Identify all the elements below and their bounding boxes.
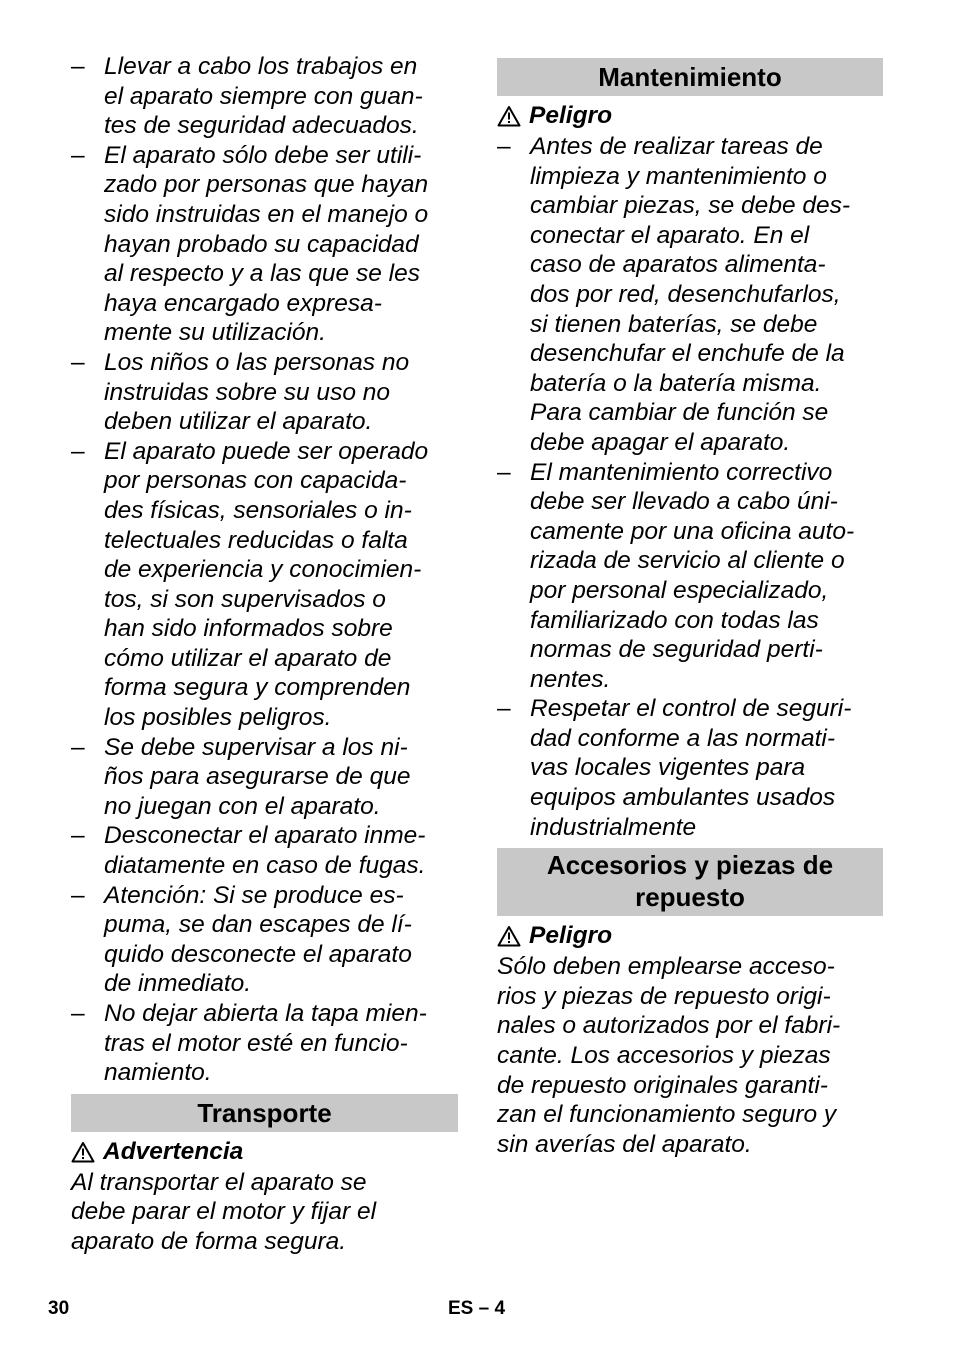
warning-triangle-icon [497, 105, 521, 127]
right-column [497, 53, 883, 1159]
warning-triangle-icon [71, 1141, 95, 1163]
list-item: – Respetar el control de seguri- dad conforme a las normati- vas locales vigentes para equipos ambulantes usados industrialmente [497, 695, 852, 841]
list-item-text: Respetar el control de seguri- dad conforme a las normati- vas locales vigentes para equipos ambulantes usados industrialmente [530, 695, 852, 841]
warning-label [497, 920, 883, 952]
list-item-text: Se debe supervisar a los ni- ños para asegurarse de que no juegan con el aparato. [104, 733, 411, 820]
list-item: – No dejar abierta la tapa mien- tras el motor esté en funcio- namiento. [71, 1000, 427, 1087]
left-column [71, 52, 458, 1257]
warning-text: Advertencia [103, 1137, 244, 1165]
accessories-paragraph: Sólo deben emplearse acceso- rios y piezas de repuesto origi- nales o autorizados por el fabri- cante. Los accesorios y piezas de repuesto originales garanti- zan el funcionamiento seguro y sin averías del aparato. [497, 953, 841, 1158]
list-item: – Llevar a cabo los trabajos en el aparato siempre con guan- tes de seguridad adecuados. [71, 53, 423, 140]
list-item-text: Desconectar el aparato inme- diatamente en caso de fugas. [104, 822, 426, 880]
list-item: – El mantenimiento correctivo debe ser llevado a cabo úni- camente por una oficina auto- rizada de servicio al cliente o por personal especializado, familiarizado con todas las normas de seguridad perti- nentes. [497, 458, 855, 693]
list-item-text: Antes de realizar tareas de limpieza y mantenimiento o cambiar piezas, se debe des- conectar el aparato. En el caso de aparatos alimenta- dos por red, desenchufarlos, si tienen baterías, se debe desenchufar el enchufe de la batería o la batería misma. Para cambiar de función se debe apagar el aparato. [530, 133, 851, 456]
list-item-text: Los niños o las personas no instruidas sobre su uso no deben utilizar el aparato. [104, 348, 410, 436]
list-item: – El aparato puede ser operado por personas con capacida- des físicas, sensoriales o in- telectuales reducidas o falta de experiencia y conocimien- tos, si son supervisados o han sido informados sobre cómo utilizar el aparato de forma segura y comprenden los posibles peligros. [71, 437, 429, 732]
warning-text: Peligro [529, 102, 613, 129]
list-item-text: El aparato puede ser operado por personas con capacida- des físicas, sensoriales o in- telectuales reducidas o falta de experiencia y conocimien- tos, si son supervisados o han sido informados sobre cómo utilizar el aparato de forma segura y comprenden los posibles peligros. [104, 437, 429, 732]
section-heading-transport: Transporte [71, 1094, 458, 1132]
section-heading-maintenance: Mantenimiento [497, 58, 883, 96]
list-item-text: Llevar a cabo los trabajos en el aparato siempre con guan- tes de seguridad adecuados. [104, 53, 423, 140]
warning-triangle-icon [497, 925, 521, 947]
transport-paragraph: Al transportar el aparato se debe parar el motor y fijar el aparato de forma segura. [71, 1168, 377, 1255]
warning-label [497, 100, 883, 132]
list-item: – Los niños o las personas no instruidas sobre su uso no deben utilizar el aparato. [71, 348, 410, 436]
warning-label [71, 1136, 458, 1168]
page-number: 30 [48, 1298, 70, 1319]
list-item: – Se debe supervisar a los ni- ños para asegurarse de que no juegan con el aparato. [71, 733, 411, 820]
list-item-text: El mantenimiento correctivo debe ser llevado a cabo úni- camente por una oficina auto- rizada de servicio al cliente o por personal especializado, familiarizado con todas las normas de seguridad perti- nentes. [530, 458, 855, 693]
section-heading-accessories: Accesorios y piezas de repuesto [497, 848, 883, 916]
list-item: – El aparato sólo debe ser utili- zado por personas que hayan sido instruidas en el manejo o hayan probado su capacidad al respecto y a las que se les haya encargado expresa- mente su utilización. [71, 141, 429, 347]
list-item: – Desconectar el aparato inme- diatamente en caso de fugas. [71, 822, 426, 880]
warning-text: Peligro [529, 922, 613, 950]
list-item-text: Atención: Si se produce es- puma, se dan escapes de lí- quido desconecte el aparato de inmediato. [104, 881, 412, 998]
page-code: ES – 4 [448, 1298, 506, 1319]
list-item: – Antes de realizar tareas de limpieza y mantenimiento o cambiar piezas, se debe des- conectar el aparato. En el caso de aparatos alimenta- dos por red, desenchufarlos, si tienen baterías, se debe desenchufar el enchufe de la batería o la batería misma. Para cambiar de función se debe apagar el aparato. [497, 133, 851, 456]
list-item-text: El aparato sólo debe ser utili- zado por personas que hayan sido instruidas en el manejo o hayan probado su capacidad al respecto y a las que se les haya encargado expresa- mente su utilización. [104, 141, 429, 347]
list-item: – Atención: Si se produce es- puma, se dan escapes de lí- quido desconecte el aparato de inmediato. [71, 881, 412, 998]
list-item-text: No dejar abierta la tapa mien- tras el motor esté en funcio- namiento. [104, 1000, 427, 1087]
